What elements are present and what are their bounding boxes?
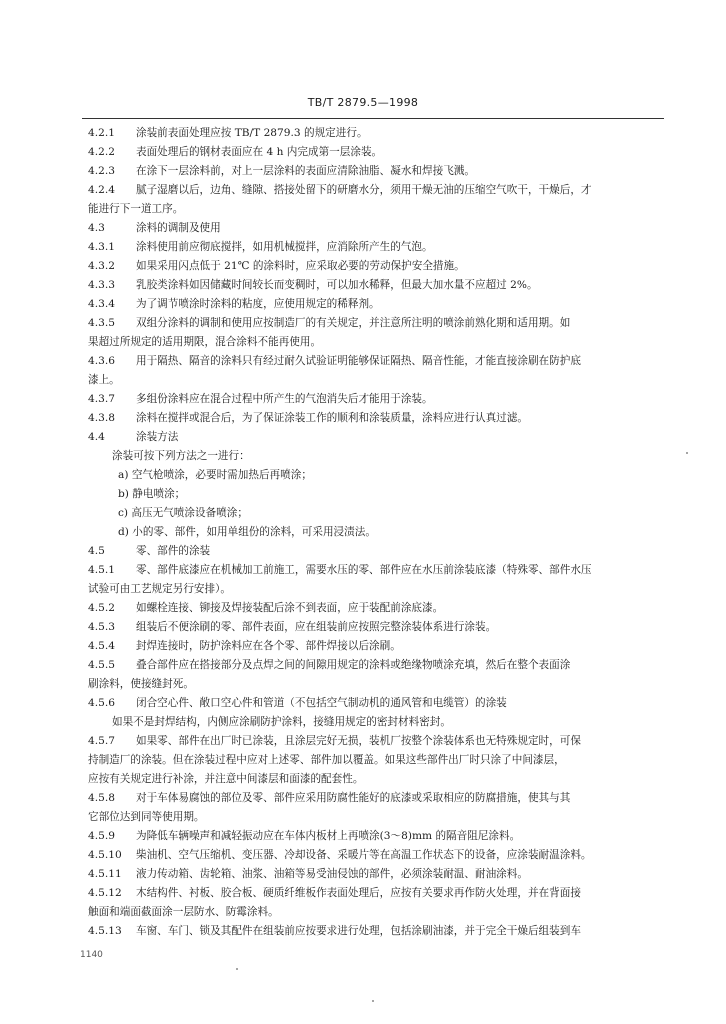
body-text xyxy=(88,124,666,941)
clause-line xyxy=(88,599,666,618)
clause-number: 4.5.9 xyxy=(88,830,115,842)
clause-line xyxy=(88,352,666,371)
clause-line xyxy=(88,827,666,846)
clause-line xyxy=(88,846,666,865)
text-line xyxy=(88,371,666,390)
clause-number: 4.5.13 xyxy=(88,925,122,937)
clause-line xyxy=(88,409,666,428)
scan-speck xyxy=(686,452,688,454)
header-rule xyxy=(82,118,664,119)
clause-number: 4.5.3 xyxy=(88,621,115,633)
clause-text: 它部位达到同等使用期。 xyxy=(88,811,205,823)
clause-text: 能进行下一道工序。 xyxy=(88,203,184,215)
clause-text: 涂装可按下列方法之一进行： xyxy=(112,450,250,462)
clause-text: 涂料使用前应彻底搅拌，如用机械搅拌，应消除所产生的气泡。 xyxy=(136,241,433,253)
clause-line xyxy=(88,124,666,143)
clause-text: 应按有关规定进行补涂，并注意中间漆层和面漆的配套性。 xyxy=(88,773,364,785)
clause-text: 如螺栓连接、铆接及焊接装配后涂不到表面，应于装配前涂底漆。 xyxy=(136,602,444,614)
clause-text: 果超过所规定的适用期限，混合涂料不能再使用。 xyxy=(88,336,322,348)
clause-text: 组装后不便涂刷的零、部件表面，应在组装前应按照完整涂装体系进行涂装。 xyxy=(136,621,497,633)
clause-line xyxy=(88,694,666,713)
clause-text: 闭合空心件、敞口空心件和管道（不包括空气制动机的通风管和电缆管）的涂装 xyxy=(136,697,507,709)
clause-text: 零、部件底漆应在机械加工前施工，需要水压的零、部件应在水压前涂装底漆（特殊零、部件水压 xyxy=(136,564,592,576)
clause-number: 4.3.6 xyxy=(88,355,115,367)
clause-line xyxy=(88,637,666,656)
clause-number: 4.5.7 xyxy=(88,735,115,747)
clause-text: 漆上。 xyxy=(88,374,120,386)
clause-number: 4.5.4 xyxy=(88,640,115,652)
clause-number: 4.3.2 xyxy=(88,260,115,272)
clause-line xyxy=(88,390,666,409)
clause-number: 4.3.8 xyxy=(88,412,115,424)
clause-number: 4.3.3 xyxy=(88,279,115,291)
text-line xyxy=(88,903,666,922)
text-line xyxy=(88,713,666,732)
clause-text: 零、部件的涂装 xyxy=(136,545,211,557)
clause-number: 4.5.8 xyxy=(88,792,115,804)
clause-line xyxy=(88,561,666,580)
clause-number: 4.4 xyxy=(88,431,105,443)
page-number: 1140 xyxy=(80,950,103,960)
clause-text: 柴油机、空气压缩机、变压器、冷却设备、采暖片等在高温工作状态下的设备，应涂装耐温涂料。 xyxy=(136,849,592,861)
clause-text: 如果不是封焊结构，内侧应涂刷防护涂料，接缝用规定的密封材料密封。 xyxy=(112,716,451,728)
text-line xyxy=(88,580,666,599)
clause-line xyxy=(88,238,666,257)
text-line xyxy=(88,523,666,542)
clause-text: 腻子湿磨以后，边角、缝隙、搭接处留下的研磨水分，须用干燥无油的压缩空气吹干，干燥后，才 xyxy=(136,184,592,196)
clause-text: 乳胶类涂料如因储藏时间较长而变稠时，可以加水稀释，但最大加水量不应超过 2%。 xyxy=(136,279,538,291)
scan-speck xyxy=(372,1000,374,1002)
clause-number: 4.5.1 xyxy=(88,564,115,576)
text-line xyxy=(88,447,666,466)
clause-number: 4.2.2 xyxy=(88,146,115,158)
clause-text: 对于车体易腐蚀的部位及零、部件应采用防腐性能好的底漆或采取相应的防腐措施，使其与其 xyxy=(136,792,571,804)
clause-number: 4.5.2 xyxy=(88,602,115,614)
clause-text: 持制造厂的涂装。但在涂装过程中应对上述零、部件加以覆盖。如果这些部件出厂时只涂了中间漆层， xyxy=(88,754,565,766)
clause-text: 液力传动箱、齿轮箱、油浆、油箱等易受油侵蚀的部件，必须涂装耐温、耐油涂料。 xyxy=(136,868,528,880)
clause-text: 封焊连接时，防护涂料应在各个零、部件焊接以后涂刷。 xyxy=(136,640,401,652)
clause-line xyxy=(88,656,666,675)
clause-text: 涂装方法 xyxy=(136,431,179,443)
clause-line xyxy=(88,143,666,162)
clause-line xyxy=(88,884,666,903)
clause-text: d) 小的零、部件，如用单组份的涂料，可采用浸渍法。 xyxy=(118,526,376,538)
clause-line xyxy=(88,789,666,808)
clause-number: 4.5.12 xyxy=(88,887,122,899)
clause-text: c) 高压无气喷涂设备喷涂； xyxy=(118,507,248,519)
clause-number: 4.2.4 xyxy=(88,184,115,196)
clause-line xyxy=(88,276,666,295)
clause-text: 叠合部件应在搭接部分及点焊之间的间隙用规定的涂料或绝缘物喷涂充填，然后在整个表面涂 xyxy=(136,659,571,671)
clause-text: 试验可由工艺规定另行安排）。 xyxy=(88,583,232,595)
clause-number: 4.5.11 xyxy=(88,868,122,880)
clause-line xyxy=(88,219,666,238)
clause-number: 4.2.1 xyxy=(88,127,115,139)
clause-line xyxy=(88,618,666,637)
text-line xyxy=(88,808,666,827)
clause-text: 双组分涂料的调制和使用应按制造厂的有关规定，并注意所注明的喷涂前熟化期和适用期。如 xyxy=(136,317,571,329)
clause-line xyxy=(88,732,666,751)
text-line xyxy=(88,485,666,504)
text-line xyxy=(88,466,666,485)
clause-number: 4.3.4 xyxy=(88,298,115,310)
clause-line xyxy=(88,295,666,314)
clause-line xyxy=(88,922,666,941)
clause-text: 涂装前表面处理应按 TB/T 2879.3 的规定进行。 xyxy=(136,127,368,139)
clause-text: 涂料在搅拌或混合后，为了保证涂装工作的顺利和涂装质量，涂料应进行认真过滤。 xyxy=(136,412,528,424)
clause-line xyxy=(88,257,666,276)
scan-speck xyxy=(236,968,238,970)
clause-line xyxy=(88,181,666,200)
clause-text: 触面和端面截面涂一层防水、防霉涂料。 xyxy=(88,906,279,918)
text-line xyxy=(88,751,666,770)
standard-header: TB/T 2879.5—1998 xyxy=(307,96,419,109)
clause-text: b) 静电喷涂； xyxy=(118,488,186,500)
clause-text: 为降低车辆噪声和减轻振动应在车体内板材上再喷涂(3～8)mm 的隔音阻尼涂料。 xyxy=(136,830,521,842)
clause-line xyxy=(88,542,666,561)
clause-number: 4.3.7 xyxy=(88,393,115,405)
clause-text: 在涂下一层涂料前，对上一层涂料的表面应清除油脂、凝水和焊接飞溅。 xyxy=(136,165,475,177)
text-line xyxy=(88,200,666,219)
clause-text: 表面处理后的钢材表面应在 4 h 内完成第一层涂装。 xyxy=(136,146,383,158)
text-line xyxy=(88,770,666,789)
clause-number: 4.5 xyxy=(88,545,105,557)
clause-text: 车窗、车门、锁及其配件在组装前应按要求进行处理，包括涂刷油漆，并于完全干燥后组装到车 xyxy=(136,925,581,937)
clause-text: 如果采用闪点低于 21℃ 的涂料时，应采取必要的劳动保护安全措施。 xyxy=(136,260,465,272)
clause-line xyxy=(88,314,666,333)
clause-text: 为了调节喷涂时涂料的粘度，应使用规定的稀释剂。 xyxy=(136,298,380,310)
clause-number: 4.2.3 xyxy=(88,165,115,177)
clause-line xyxy=(88,865,666,884)
clause-number: 4.5.5 xyxy=(88,659,115,671)
text-line xyxy=(88,504,666,523)
clause-number: 4.5.10 xyxy=(88,849,122,861)
clause-number: 4.5.6 xyxy=(88,697,115,709)
clause-text: 用于隔热、隔音的涂料只有经过耐久试验证明能够保证隔热、隔音性能，才能直接涂刷在防护底 xyxy=(136,355,581,367)
clause-text: 木结构件、衬板、胶合板、硬质纤维板作表面处理后，应按有关要求再作防火处理，并在背面接 xyxy=(136,887,581,899)
clause-text: 多组份涂料应在混合过程中所产生的气泡消失后才能用于涂装。 xyxy=(136,393,433,405)
clause-text: 刷涂料，使接缝封死。 xyxy=(88,678,194,690)
clause-number: 4.3.1 xyxy=(88,241,115,253)
clause-line xyxy=(88,428,666,447)
clause-number: 4.3 xyxy=(88,222,105,234)
clause-text: 涂料的调制及使用 xyxy=(136,222,221,234)
clause-number: 4.3.5 xyxy=(88,317,115,329)
text-line xyxy=(88,675,666,694)
text-line xyxy=(88,333,666,352)
clause-text: 如果零、部件在出厂时已涂装，且涂层完好无损，装机厂按整个涂装体系也无特殊规定时，可保 xyxy=(136,735,581,747)
clause-text: a) 空气枪喷涂，必要时需加热后再喷涂； xyxy=(118,469,312,481)
clause-line xyxy=(88,162,666,181)
